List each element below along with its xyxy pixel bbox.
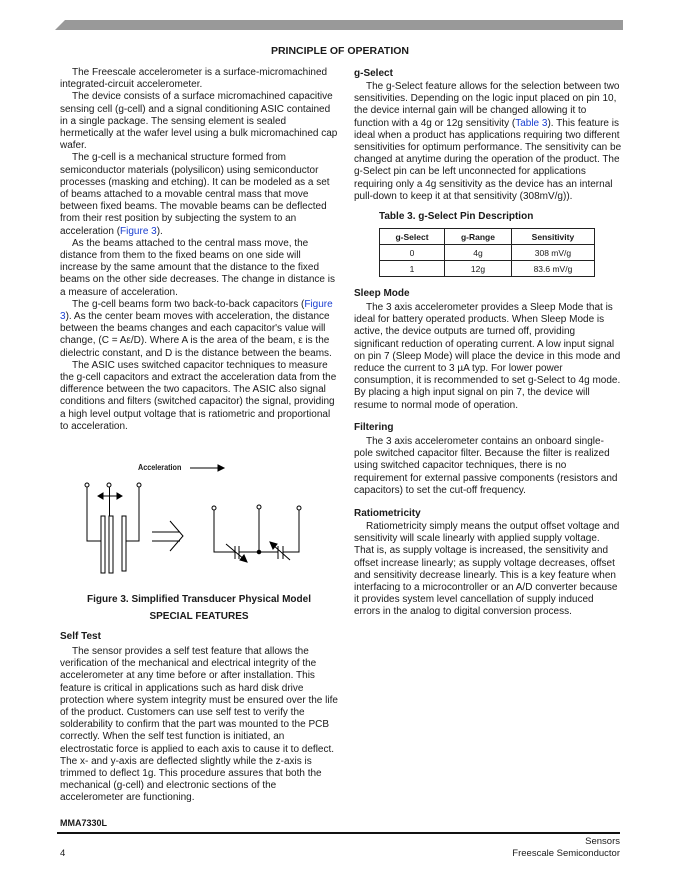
text: The g-cell beams form two back-to-back capacitors (	[72, 298, 305, 310]
part-number: MMA7330L	[60, 818, 108, 828]
paragraph: As the beams attached to the central mass move, the distance from them to the fixed beams on one side will increase by the same amount that the distance to the fixed beams on the other side decreases. The change in distance is a measure of acceleration.	[60, 237, 335, 298]
text: ).	[156, 225, 163, 237]
g-select-heading: g-Select	[354, 68, 393, 79]
text: ). As the center beam moves with acceleration, the distance between the beams changes and each capacitor's value will change, (C = Aε/D). Where A is the area of the beam, ε is the dielectric constant, and D is the distance between the beams.	[60, 311, 332, 359]
table-cell: 1	[380, 261, 445, 277]
footer-company: Freescale Semiconductor	[512, 848, 620, 859]
table-cell: 0	[380, 245, 445, 261]
column-header: g-Range	[445, 229, 512, 245]
filtering-section	[354, 436, 622, 497]
left-column	[60, 67, 338, 433]
figure-3-link[interactable]: Figure 3	[120, 225, 157, 237]
paragraph	[60, 152, 338, 237]
ratiometricity-heading: Ratiometricity	[354, 508, 421, 519]
sleep-mode-section	[354, 302, 622, 412]
table-cell: 83.6 mV/g	[511, 261, 594, 277]
paragraph: The ASIC uses switched capacitor techniques to measure the g-cell capacitors and extract the acceleration data from the difference between the two capacitors. The ASIC also signal conditions and filters (switched capacitor) the signal, providing a high level output voltage that is ratiometric and proportional to acceleration.	[60, 359, 337, 432]
paragraph: The sensor provides a self test feature that allows the verification of the mechanical and electrical integrity of the accelerometer at any time before or after installation. This feature is critical in applications such as hard disk drive protection where system integrity must be ensured over the life of the product. Customers can use self test to verify the solderability to confirm that the part was mounted to the PCB correctly. When the self test function is initiated, an electrostatic force is applied to each axis to cause it to deflect. The x- and y-axis are deflected slightly while the z-axis is trimmed to deflect 1g. This procedure assures that both the mechanical (g-cell) and electronic sections of the accelerometer are functioning.	[60, 646, 338, 804]
paragraph: Ratiometricity simply means the output offset voltage and sensitivity will scale linearly with applied supply voltage. That is, as supply voltage is increased, the sensitivity and offset increase linearly; as supply voltage decreases, offset and sensitivity decrease linearly. This is a key feature when interfacing to a microcontroller or an A/D converter because it provides system level cancellation of supply induced errors in the analog to digital conversion process.	[354, 521, 620, 618]
paragraph	[60, 299, 338, 360]
paragraph: The device consists of a surface micromachined capacitive sensing cell (g-cell) and a signal conditioning ASIC contained in a single package. The sensing element is sealed hermetically at the wafer level using a bulk micromachined cap wafer.	[60, 91, 338, 152]
text: The g-Select feature allows for the selection between two sensitivities. Depending on the logic input placed on pin 10, the device internal gain will be changed allowing it to function with a 4g or 12g sensitivity (	[354, 81, 620, 129]
section-title: PRINCIPLE OF OPERATION	[270, 45, 410, 57]
ratiometricity-section	[354, 521, 622, 619]
table-cell: 12g	[445, 261, 512, 277]
text: ). This feature is ideal when a product has applications requiring two different sensitivities for optimum performance. The sensitivity can be changed at anytime during the operation of the product. The g-Select pin can be left unconnected for applications requiring only a 4g sensitivity as the device has an internal pull-down to keep it at that sensitivity (308mV/g)).	[354, 117, 622, 202]
table-caption: Table 3. g-Select Pin Description	[379, 211, 534, 222]
column-header: g-Select	[380, 229, 445, 245]
page-number: 4	[60, 848, 66, 859]
self-test-heading: Self Test	[60, 631, 101, 642]
paragraph: The Freescale accelerometer is a surface-micromachined integrated-circuit accelerometer.	[60, 67, 328, 91]
text: The g-cell is a mechanical structure formed from semiconductor materials (polysilicon) using semiconductor processes (masking and etching). It can be modeled as a set of beams attached to a movable central mass that move between fixed beams. The movable beams can be deflected from their rest position by subjecting the system to an acceleration (	[60, 152, 330, 237]
header-bar	[55, 20, 623, 31]
paragraph: The 3 axis accelerometer provides a Sleep Mode that is ideal for battery operated products. When Sleep Mode is active, the device outputs are turned off, providing significant reduction of operating current. A low input signal on pin 7 (Sleep Mode) will place the device in this mode and reduce the current to 3 µA typ. For lower power consumption, it is recommended to set g-Select to 4g mode. By placing a high input signal on pin 7, the device will resume to normal mode of operation.	[354, 302, 621, 411]
g-select-table	[379, 228, 595, 277]
self-test-section	[60, 646, 338, 805]
paragraph	[354, 81, 622, 203]
sleep-mode-heading: Sleep Mode	[354, 288, 410, 299]
table-row	[380, 245, 595, 261]
filtering-heading: Filtering	[354, 422, 394, 433]
table-cell: 308 mV/g	[511, 245, 594, 261]
table-cell: 4g	[445, 245, 512, 261]
figure-3-link[interactable]: Figure 3	[60, 298, 333, 323]
acceleration-label: Acceleration	[138, 462, 182, 472]
column-header: Sensitivity	[511, 229, 594, 245]
figure-caption: Figure 3. Simplified Transducer Physical Model	[87, 594, 311, 605]
table-row	[380, 261, 595, 277]
table-3-link[interactable]: Table 3	[515, 117, 548, 129]
g-select-section	[354, 81, 622, 203]
paragraph: The 3 axis accelerometer contains an onboard single-pole switched capacitor filter. Because the filter is realized using switched capacitor techniques, there is no requirement for external passive components (resistors and capacitors) to set the cut-off frequency.	[354, 436, 618, 496]
footer-rule	[57, 832, 620, 834]
special-features-heading: SPECIAL FEATURES	[149, 611, 249, 622]
table-header-row	[380, 229, 595, 245]
footer-category: Sensors	[585, 836, 620, 847]
